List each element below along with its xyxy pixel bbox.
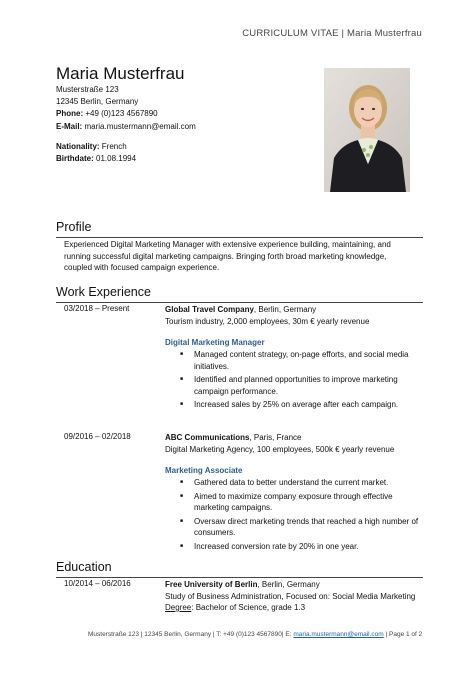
job-details: Tourism industry, 2,000 employees, 30m € yearly revenue xyxy=(165,316,370,326)
list-item: ■ Identified and planned opportunities to improve marketing campaign performance. xyxy=(180,374,420,397)
job-role: Marketing Associate xyxy=(165,466,243,475)
nationality-line xyxy=(56,141,136,153)
footer-page-number: | Page 1 of 2 xyxy=(383,631,423,638)
nationality-label: Nationality: xyxy=(56,142,100,151)
footer-address: Musterstraße 123 | 12345 Berlin, Germany | T: +49 (0)123 4567890| E: xyxy=(88,631,292,638)
profile-photo xyxy=(324,68,410,192)
education-location: , Berlin, Germany xyxy=(257,580,320,589)
section-divider xyxy=(56,302,423,303)
section-divider xyxy=(56,237,423,238)
job-location: , Berlin, Germany xyxy=(253,305,317,314)
job-bullet-list xyxy=(180,349,420,413)
list-item: ■ Oversaw direct marketing trends that reached a high number of consumers. xyxy=(180,516,420,539)
education-degree-line xyxy=(165,602,427,614)
section-divider xyxy=(56,577,423,578)
personal-details xyxy=(56,141,136,165)
job-company: ABC Communications xyxy=(165,433,250,442)
list-item: ■ Increased sales by 25% on average after each campaign. xyxy=(180,399,420,411)
section-title-profile: Profile xyxy=(56,220,92,234)
job-dates: 09/2016 – 02/2018 xyxy=(64,432,131,441)
nationality-value: French xyxy=(101,142,127,151)
birthdate-label: Birthdate: xyxy=(56,154,94,164)
list-item: ■ Increased conversion rate by 20% in one year. xyxy=(180,541,420,553)
list-item: ■ Gathered data to better understand the current market. xyxy=(180,477,420,489)
education-degree-label: Degree xyxy=(165,603,192,612)
address-city: 12345 Berlin, Germany xyxy=(56,97,139,107)
education-dates: 10/2014 – 06/2016 xyxy=(64,579,131,588)
education-degree: : Bachelor of Science, grade 1.3 xyxy=(191,603,306,612)
section-title-education: Education xyxy=(56,560,112,574)
profile-summary: Experienced Digital Marketing Manager with extensive experience building, maintaining, and running successful digital marketing campaigns. Bringing forth broad marketing knowledge, coupled with focused campaign experience. xyxy=(64,240,391,272)
job-location: , Paris, France xyxy=(249,433,302,442)
email-value[interactable]: maria.mustermann@email.com xyxy=(84,121,196,131)
list-item: ■ Aimed to maximize company exposure through effective marketing campaigns. xyxy=(180,491,420,514)
footer-email-link[interactable]: maria.mustermann@email.com xyxy=(293,631,384,638)
job-bullet-list xyxy=(180,477,420,554)
job-details: Digital Marketing Agency, 100 employees, 500k € yearly revenue xyxy=(165,444,395,454)
job-company-line xyxy=(165,304,427,316)
phone-value: +49 (0)123 4567890 xyxy=(85,109,158,119)
education-school: Free University of Berlin xyxy=(165,580,258,589)
person-name: Maria Musterfrau xyxy=(56,64,185,83)
contact-block xyxy=(56,84,196,133)
education-study: Study of Business Administration, Focused on: Social Media Marketing xyxy=(165,591,416,601)
education-school-line xyxy=(165,579,427,591)
section-title-work: Work Experience xyxy=(56,285,151,299)
email-label: E-Mail: xyxy=(56,121,83,131)
job-entry xyxy=(165,304,427,327)
phone-line xyxy=(56,108,196,120)
job-entry xyxy=(165,432,427,455)
job-company: Global Travel Company xyxy=(165,305,254,314)
list-item: ■ Managed content strategy, on-page efforts, and social media initiatives. xyxy=(180,349,420,372)
job-dates: 03/2018 – Present xyxy=(64,304,130,313)
profile-photo-illustration xyxy=(324,68,410,192)
job-role: Digital Marketing Manager xyxy=(165,338,265,347)
job-company-line xyxy=(165,432,427,444)
email-line xyxy=(56,121,196,133)
education-entry xyxy=(165,579,427,614)
page-footer xyxy=(88,631,422,638)
address-street: Musterstraße 123 xyxy=(56,85,119,94)
phone-label: Phone: xyxy=(56,109,84,119)
birthdate-value: 01.08.1994 xyxy=(96,154,137,164)
document-header: CURRICULUM VITAE | Maria Musterfrau xyxy=(242,28,422,39)
birthdate-line xyxy=(56,153,136,165)
